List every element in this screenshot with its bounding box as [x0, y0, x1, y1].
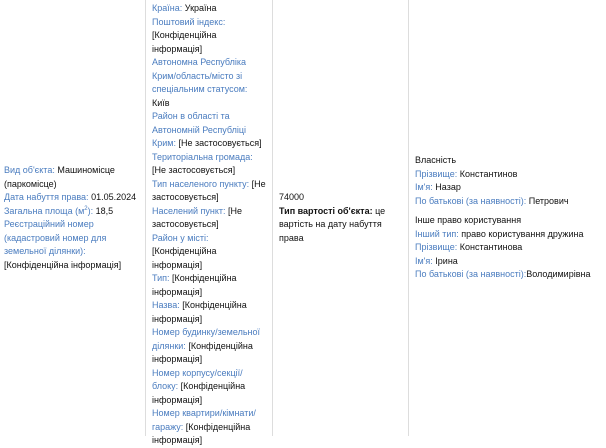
- other-right-type-value: право користування дружина: [461, 228, 584, 239]
- total-area-value: 18,5: [95, 205, 114, 216]
- postal-value: [Конфіденційна інформація]: [152, 30, 217, 54]
- cost-type-value: це вартість на дату набуття права: [279, 205, 386, 243]
- address-apartment: [152, 407, 267, 448]
- address-building: [152, 326, 267, 367]
- object-type: [4, 164, 141, 191]
- acquired-date: [4, 191, 141, 205]
- address-settlement: [152, 205, 267, 232]
- owner-patronymic-value: Петрович: [528, 195, 569, 206]
- user-surname-value: Константинова: [459, 242, 523, 253]
- apartment-label: Номер квартири/кімнати/гаражу:: [152, 408, 256, 432]
- object-type-value: Машиномісце (паркомісце): [4, 165, 115, 189]
- owner-surname-label: Прізвище:: [415, 168, 458, 179]
- settlement-value: [Не застосовується]: [152, 205, 243, 229]
- user-first-name-value: Ірина: [435, 255, 458, 266]
- city-district-label: Район у місті:: [152, 232, 209, 243]
- cost-cell: [273, 0, 409, 436]
- street-name-label: Назва:: [152, 300, 180, 310]
- user-first-name: [415, 255, 600, 269]
- other-right-type: [415, 228, 600, 242]
- user-surname: [415, 241, 600, 255]
- address-settlement-type: [152, 178, 267, 205]
- registration-number-label: Реєстраційний номер (кадастровий номер для земельної ділянки):: [4, 219, 107, 256]
- registration-number: [4, 218, 141, 272]
- address-block: [152, 367, 267, 408]
- street-type-value: [Конфіденційна інформація]: [152, 273, 237, 297]
- cost-type: [279, 205, 402, 246]
- owner-patronymic-label: По батькові (за наявності):: [415, 195, 527, 206]
- apartment-value: [Конфіденційна інформація]: [152, 421, 251, 445]
- community-value: [Не застосовується]: [152, 165, 236, 175]
- settlement-label: Населений пункт:: [152, 205, 226, 216]
- building-label: Номер будинку/земельної ділянки:: [152, 327, 260, 351]
- registration-number-value: [Конфіденційна інформація]: [4, 259, 122, 270]
- address-region: [152, 56, 267, 110]
- building-value: [Конфіденційна інформація]: [152, 340, 253, 364]
- address-community: [152, 151, 267, 178]
- owner-first-name: [415, 181, 600, 195]
- address-street-type: [152, 272, 267, 299]
- user-patronymic-label: По батькові (за наявності):: [415, 269, 527, 280]
- rights-cell: [409, 0, 606, 436]
- cost-value: 74000: [279, 192, 305, 202]
- user-surname-label: Прізвище:: [415, 242, 458, 253]
- cost-type-label: Тип вартості об'єкта:: [279, 205, 373, 216]
- postal-label: Поштовий індекс:: [152, 16, 226, 27]
- region-value: Київ: [152, 97, 170, 108]
- address-cell: [146, 0, 273, 445]
- community-label: Територіальна громада:: [152, 151, 253, 162]
- other-right-title: Інше право користування: [415, 215, 522, 226]
- owner-surname: [415, 168, 600, 182]
- district-value: [Не застосовується]: [178, 138, 262, 148]
- owner-surname-value: Константинов: [459, 168, 518, 179]
- region-label: Автономна Республіка Крим/область/місто зі спеціальним статусом:: [152, 57, 248, 94]
- object-type-label: Вид об'єкта:: [4, 165, 55, 175]
- acquired-date-label: Дата набуття права:: [4, 192, 89, 202]
- total-area-label: Загальна площа $(м^2)$:: [4, 205, 94, 216]
- acquired-date-value: 01.05.2024: [91, 192, 137, 202]
- user-patronymic-value: Володимирівна: [526, 269, 591, 280]
- object-info-cell: [0, 0, 146, 436]
- street-name-value: [Конфіденційна інформація]: [152, 300, 247, 324]
- address-district: [152, 110, 267, 151]
- user-patronymic: [415, 268, 600, 282]
- address-country: [152, 2, 267, 16]
- user-first-name-label: Ім'я:: [415, 255, 433, 266]
- address-postal: [152, 16, 267, 57]
- settlement-type-label: Тип населеного пункту:: [152, 178, 250, 189]
- city-district-value: [Конфіденційна інформація]: [152, 246, 217, 270]
- country-label: Країна:: [152, 3, 183, 13]
- total-area: [4, 205, 141, 219]
- district-label: Район в області та Автономній Республіці Крим:: [152, 111, 247, 148]
- other-right-type-label: Інший тип:: [415, 228, 459, 239]
- block-label: Номер корпусу/секції/блоку:: [152, 367, 243, 391]
- owner-first-name-value: Назар: [435, 182, 461, 193]
- address-city-district: [152, 232, 267, 273]
- block-value: [Конфіденційна інформація]: [152, 381, 246, 405]
- street-type-label: Тип:: [152, 273, 170, 283]
- ownership-title: Власність: [415, 155, 457, 166]
- country-value: Україна: [184, 3, 217, 13]
- address-street-name: [152, 299, 267, 326]
- owner-patronymic: [415, 195, 600, 209]
- settlement-type-value: [Не застосовується]: [152, 178, 266, 202]
- owner-first-name-label: Ім'я:: [415, 182, 433, 193]
